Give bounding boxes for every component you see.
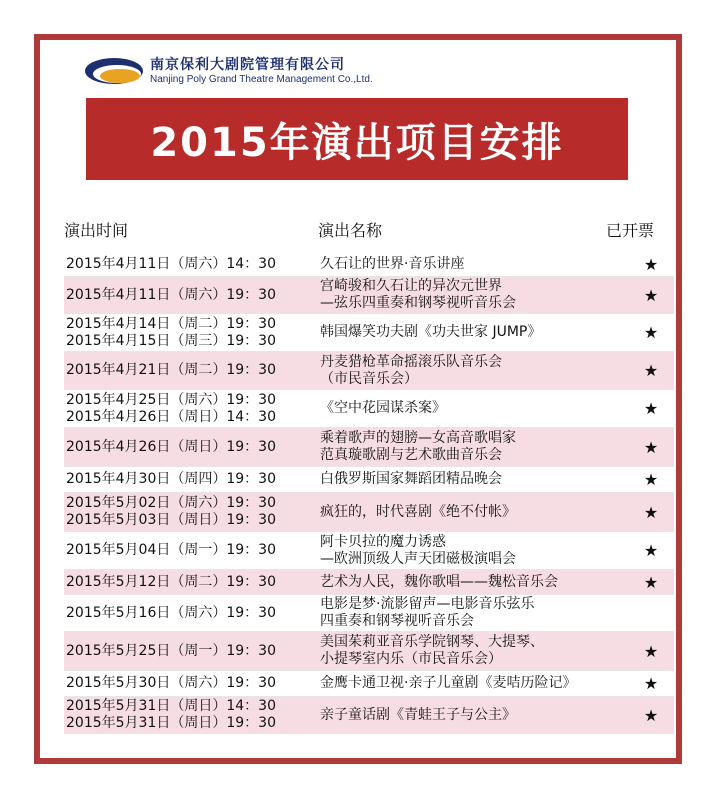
ticket-star-icon: ★ — [643, 254, 659, 274]
title-banner — [86, 98, 628, 180]
name-line: 金鹰卡通卫视·亲子儿童剧《麦咭历险记》 — [320, 675, 577, 691]
time-line: 2015年5月25日（周一）19：30 — [66, 642, 276, 659]
ticket-star-icon: ★ — [643, 705, 659, 725]
table-row — [64, 671, 674, 697]
ticket-star-icon: ★ — [643, 437, 659, 457]
time-line: 2015年4月15日（周三）19：30 — [66, 332, 276, 349]
table-row — [64, 352, 674, 390]
ticket-star-icon: ★ — [643, 323, 659, 342]
performance-time — [64, 605, 320, 622]
performance-time — [64, 542, 320, 559]
table-row — [64, 632, 674, 671]
name-line: 范真璇歌剧与艺术歌曲音乐会 — [320, 447, 502, 463]
time-line: 2015年5月03日（周日）19：30 — [66, 512, 276, 528]
name-line: 丹麦猎枪革命摇滚乐队音乐会 — [320, 353, 502, 370]
performance-time — [64, 495, 320, 529]
column-header-ticket: 已开票 — [606, 221, 655, 240]
performance-name — [320, 430, 630, 464]
name-line: 四重奏和钢琴视听音乐会 — [320, 613, 474, 629]
time-line: 2015年4月25日（周六）19：30 — [66, 391, 276, 408]
name-line: 电影是梦·流影留声—电影音乐弦乐 — [320, 596, 535, 612]
table-row — [64, 314, 674, 352]
time-line: 2015年5月04日（周一）19：30 — [66, 542, 276, 558]
table-row — [64, 467, 674, 493]
table-row — [64, 493, 674, 532]
column-header-time: 演出时间 — [64, 221, 129, 240]
performance-time — [64, 675, 320, 692]
performance-name — [320, 504, 630, 521]
time-line: 2015年5月12日（周二）19：30 — [66, 573, 276, 590]
name-line: 宫崎骏和久石让的异次元世界 — [320, 278, 502, 294]
name-line: 韩国爆笑功夫剧《功夫世家 JUMP》 — [320, 324, 542, 340]
name-line: 《空中花园谋杀案》 — [320, 400, 446, 416]
ticket-star-icon: ★ — [643, 285, 659, 305]
time-line: 2015年4月30日（周四）19：30 — [66, 471, 276, 487]
performance-name — [320, 354, 630, 388]
ticket-star-icon: ★ — [643, 502, 659, 522]
performance-name — [320, 324, 630, 341]
time-line: 2015年5月31日（周日）19：30 — [66, 715, 276, 731]
name-line: 亲子童话剧《青蛙王子与公主》 — [320, 706, 516, 723]
name-line: 美国茱莉亚音乐学院钢琴、大提琴、 — [320, 634, 544, 650]
ticket-star-icon: ★ — [643, 674, 659, 693]
performance-name — [320, 596, 630, 630]
poly-logo-icon — [84, 56, 144, 86]
performance-time — [64, 698, 320, 732]
ticket-star-icon: ★ — [643, 361, 659, 380]
name-line: 阿卡贝拉的魔力诱惑 — [320, 533, 446, 550]
time-line: 2015年4月11日（周六）19：30 — [66, 286, 276, 303]
time-line: 2015年5月16日（周六）19：30 — [66, 604, 276, 621]
time-line: 2015年5月31日（周日）14：30 — [66, 698, 276, 714]
performance-time — [64, 439, 320, 456]
name-line: 久石让的世界·音乐讲座 — [320, 255, 465, 272]
time-line: 2015年4月21日（周二）19：30 — [66, 362, 276, 378]
page-title: 2015年演出项目安排 — [150, 119, 564, 166]
ticket-star-icon: ★ — [643, 399, 659, 418]
performance-time — [64, 392, 320, 426]
name-line: 疯狂的，时代喜剧《绝不付帐》 — [320, 503, 516, 520]
time-line: 2015年4月14日（周二）19：30 — [66, 315, 276, 332]
performance-name — [320, 675, 630, 692]
performance-name — [320, 278, 630, 312]
name-line: 白俄罗斯国家舞蹈团精品晚会 — [320, 471, 502, 487]
performance-name — [320, 534, 630, 568]
performance-name — [320, 707, 630, 724]
ticket-star-icon: ★ — [643, 541, 659, 560]
performance-name — [320, 400, 630, 417]
performance-name — [320, 256, 630, 273]
performance-time — [64, 471, 320, 488]
company-name-en: Nanjing Poly Grand Theatre Management Co.,Ltd. — [150, 74, 373, 85]
table-row — [64, 252, 674, 277]
ticket-star-icon: ★ — [643, 641, 659, 661]
column-header-name: 演出名称 — [318, 221, 383, 240]
table-row — [64, 697, 674, 734]
table-row — [64, 390, 674, 428]
ticket-star-icon: ★ — [643, 572, 659, 592]
name-line: —欧洲顶级人声天团磁极演唱会 — [320, 550, 516, 567]
table-row — [64, 532, 674, 570]
table-row — [64, 428, 674, 467]
time-line: 2015年5月02日（周六）19：30 — [66, 495, 276, 511]
time-line: 2015年5月30日（周六）19：30 — [66, 675, 276, 691]
performance-name — [320, 634, 630, 668]
name-line: （市民音乐会） — [320, 370, 418, 387]
company-name-cn: 南京保利大剧院管理有限公司 — [150, 57, 345, 73]
poster-frame — [34, 34, 682, 764]
time-line: 2015年4月26日（周日）19：30 — [66, 438, 276, 455]
table-row — [64, 570, 674, 595]
performance-time — [64, 316, 320, 350]
performance-name — [320, 471, 630, 488]
name-line: —弦乐四重奏和钢琴视听音乐会 — [320, 295, 516, 311]
performance-time — [64, 574, 320, 591]
performance-time — [64, 643, 320, 660]
name-line: 乘着歌声的翅膀—女高音歌唱家 — [320, 430, 516, 446]
name-line: 小提琴室内乐（市民音乐会） — [320, 651, 502, 667]
performance-name — [320, 574, 630, 591]
table-row — [64, 595, 674, 632]
performance-time — [64, 287, 320, 304]
ticket-star-icon: ★ — [643, 470, 659, 489]
time-line: 2015年4月11日（周六）14：30 — [66, 255, 276, 272]
table-row — [64, 277, 674, 314]
name-line: 艺术为人民，魏你歌唱——魏松音乐会 — [320, 573, 558, 590]
performance-time — [64, 256, 320, 273]
schedule-table — [64, 252, 674, 734]
time-line: 2015年4月26日（周日）14：30 — [66, 408, 276, 425]
performance-time — [64, 362, 320, 379]
